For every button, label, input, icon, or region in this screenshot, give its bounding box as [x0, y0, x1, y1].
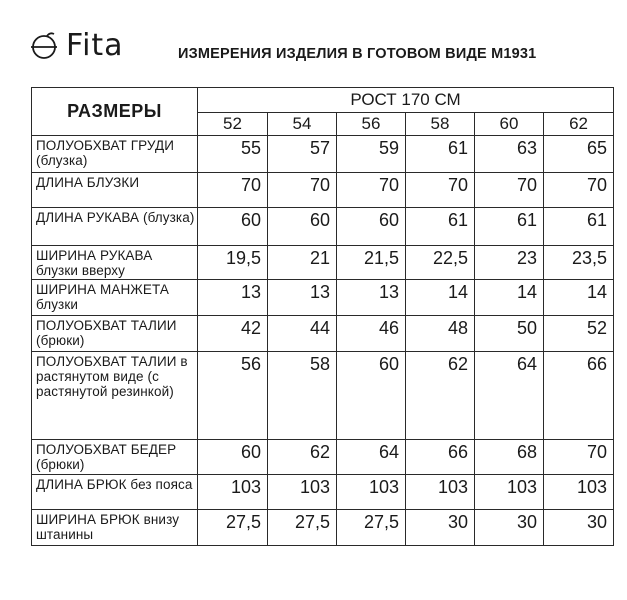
measurement-cell: 70	[475, 173, 544, 208]
measurement-cell: 27,5	[268, 510, 337, 546]
table-row	[32, 136, 614, 173]
table-row	[32, 475, 614, 510]
measurement-cell: 70	[406, 173, 475, 208]
measurement-cell: 61	[475, 208, 544, 246]
document-title: ИЗМЕРЕНИЯ ИЗДЕЛИЯ В ГОТОВОМ ВИДЕ М1931	[178, 46, 537, 62]
measurement-cell: 57	[268, 136, 337, 173]
size-header-cell: 62	[544, 113, 614, 136]
height-header: РОСТ 170 СМ	[198, 88, 614, 113]
header-row	[32, 88, 614, 113]
measurement-cell: 58	[268, 352, 337, 440]
measurement-cell: 61	[406, 208, 475, 246]
measurement-cell: 60	[337, 352, 406, 440]
measurement-cell: 70	[198, 173, 268, 208]
measurement-cell: 27,5	[337, 510, 406, 546]
measurement-cell: 70	[544, 173, 614, 208]
table-row	[32, 316, 614, 352]
size-header-cell: 56	[337, 113, 406, 136]
fita-logo-icon	[28, 30, 60, 62]
size-header-cell: 58	[406, 113, 475, 136]
measurement-cell: 64	[337, 440, 406, 475]
row-label: ПОЛУОБХВАТ ТАЛИИ (брюки)	[32, 316, 198, 352]
measurement-cell: 30	[475, 510, 544, 546]
measurement-cell: 13	[337, 280, 406, 316]
measurement-cell: 103	[475, 475, 544, 510]
measurement-cell: 61	[544, 208, 614, 246]
measurement-cell: 27,5	[198, 510, 268, 546]
row-label: ДЛИНА БРЮК без пояса	[32, 475, 198, 510]
sizes-header: РАЗМЕРЫ	[32, 88, 198, 136]
measurement-cell: 68	[475, 440, 544, 475]
row-label: ШИРИНА МАНЖЕТА блузки	[32, 280, 198, 316]
size-header-cell: 60	[475, 113, 544, 136]
table-row	[32, 208, 614, 246]
measurement-cell: 103	[198, 475, 268, 510]
row-label: ДЛИНА БЛУЗКИ	[32, 173, 198, 208]
measurement-cell: 70	[268, 173, 337, 208]
measurement-cell: 60	[198, 440, 268, 475]
size-table	[31, 87, 614, 546]
row-label: ПОЛУОБХВАТ ТАЛИИ в растянутом виде (с растянутой резинкой)	[32, 352, 198, 440]
table-row	[32, 510, 614, 546]
measurement-cell: 66	[544, 352, 614, 440]
measurement-cell: 30	[544, 510, 614, 546]
measurement-cell: 23,5	[544, 246, 614, 280]
measurement-cell: 14	[475, 280, 544, 316]
measurement-cell: 70	[337, 173, 406, 208]
measurement-cell: 103	[544, 475, 614, 510]
measurement-cell: 50	[475, 316, 544, 352]
row-label: ШИРИНА РУКАВА блузки вверху	[32, 246, 198, 280]
measurement-cell: 64	[475, 352, 544, 440]
row-label: ШИРИНА БРЮК внизу штанины	[32, 510, 198, 546]
measurement-cell: 63	[475, 136, 544, 173]
measurement-cell: 46	[337, 316, 406, 352]
measurement-cell: 44	[268, 316, 337, 352]
measurement-cell: 103	[337, 475, 406, 510]
row-label: ДЛИНА РУКАВА (блузка)	[32, 208, 198, 246]
table-row	[32, 440, 614, 475]
measurement-cell: 103	[268, 475, 337, 510]
measurement-cell: 14	[544, 280, 614, 316]
measurement-cell: 59	[337, 136, 406, 173]
measurement-cell: 62	[268, 440, 337, 475]
measurement-cell: 60	[337, 208, 406, 246]
measurement-cell: 62	[406, 352, 475, 440]
measurement-cell: 70	[544, 440, 614, 475]
measurement-cell: 60	[268, 208, 337, 246]
row-label: ПОЛУОБХВАТ БЕДЕР (брюки)	[32, 440, 198, 475]
measurement-cell: 13	[268, 280, 337, 316]
measurement-cell: 103	[406, 475, 475, 510]
measurement-cell: 61	[406, 136, 475, 173]
measurement-cell: 21,5	[337, 246, 406, 280]
size-table-body	[32, 88, 614, 546]
row-label: ПОЛУОБХВАТ ГРУДИ (блузка)	[32, 136, 198, 173]
measurement-cell: 22,5	[406, 246, 475, 280]
measurement-cell: 56	[198, 352, 268, 440]
measurement-cell: 52	[544, 316, 614, 352]
brand	[28, 30, 124, 62]
table-row	[32, 280, 614, 316]
measurement-cell: 66	[406, 440, 475, 475]
table-row	[32, 352, 614, 440]
measurement-cell: 30	[406, 510, 475, 546]
measurement-cell: 21	[268, 246, 337, 280]
measurement-cell: 42	[198, 316, 268, 352]
measurement-cell: 13	[198, 280, 268, 316]
size-header-cell: 52	[198, 113, 268, 136]
measurement-cell: 60	[198, 208, 268, 246]
measurement-cell: 19,5	[198, 246, 268, 280]
table-row	[32, 246, 614, 280]
measurement-cell: 48	[406, 316, 475, 352]
measurement-cell: 55	[198, 136, 268, 173]
measurement-cell: 14	[406, 280, 475, 316]
brand-name: Fita	[66, 28, 124, 63]
measurement-cell: 23	[475, 246, 544, 280]
measurement-cell: 65	[544, 136, 614, 173]
size-header-cell: 54	[268, 113, 337, 136]
table-row	[32, 173, 614, 208]
